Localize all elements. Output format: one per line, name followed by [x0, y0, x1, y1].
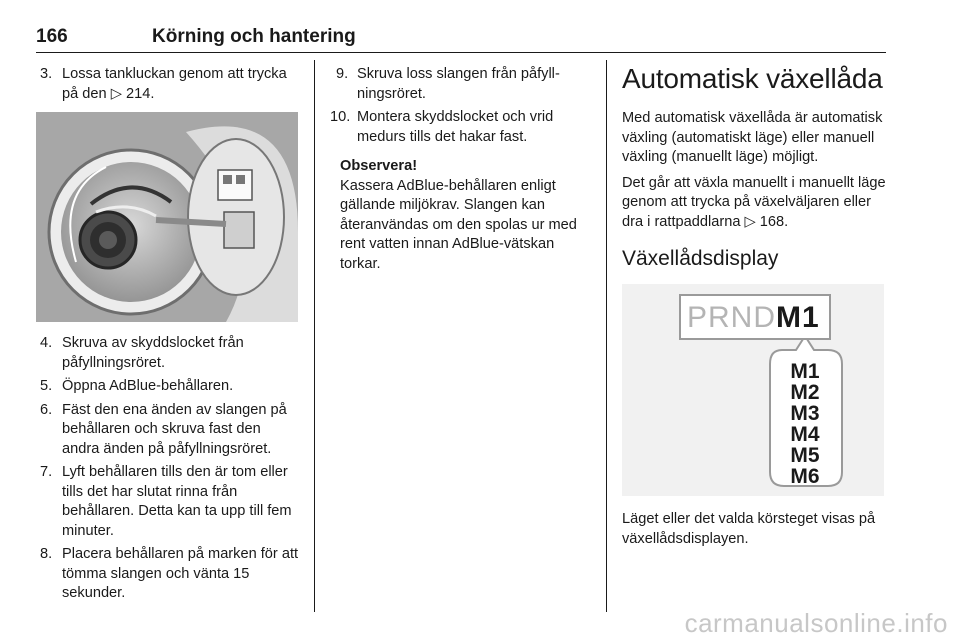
step-text: Lyft behållaren tills den är tom eller tills det har slutat rinna från behållaren. Detta kan ta upp till fem minuter.	[62, 464, 292, 539]
step-4	[40, 334, 302, 373]
step-text: Skruva loss slangen från påfyllningsröret.	[357, 66, 560, 102]
step-text: Montera skyddslocket och vrid medurs tills det hakar fast.	[357, 109, 554, 145]
section-heading: Automatisk växellåda	[622, 63, 883, 94]
step-text: Öppna AdBlue-behållaren.	[62, 378, 234, 394]
step-10	[330, 108, 594, 147]
page-number: 166	[36, 26, 68, 47]
gear-display	[679, 294, 831, 340]
step-text: Fäst den ena änden av slangen på behållaren och skruva fast den andra änden på påfyllningsröret.	[62, 401, 287, 457]
step-list	[40, 334, 302, 604]
column-right	[622, 65, 888, 555]
step-text: Placera behållaren på marken för att tömma slangen och vänta 15 sekunder.	[62, 546, 299, 601]
chapter-title: Körning och hantering	[152, 26, 356, 47]
step-9	[330, 65, 594, 104]
step-number: 4.	[40, 335, 53, 351]
step-number: 3.	[40, 66, 53, 82]
gear-display-figure	[622, 284, 884, 496]
column-divider	[314, 60, 315, 612]
step-number: 5.	[40, 378, 53, 394]
step-number: 8.	[40, 546, 53, 562]
step-6	[40, 401, 302, 460]
gear-item: M6	[790, 465, 820, 488]
step-text: Lossa tankluckan genom att trycka på den ▷ 214.	[62, 66, 287, 102]
gear-item: M1	[790, 360, 820, 383]
step-number: 9.	[336, 66, 349, 82]
fuel-filler-illustration	[36, 112, 298, 322]
watermark: carmanualsonline.info	[684, 608, 948, 638]
manual-gear-list	[777, 361, 833, 487]
step-number: 6.	[40, 401, 53, 418]
step-text: Skruva av skyddslocket från påfyllningsröret.	[62, 335, 244, 371]
column-divider	[606, 60, 607, 612]
step-3	[40, 65, 302, 104]
gear-item: M4	[790, 423, 820, 446]
column-middle	[330, 65, 594, 274]
gear-item: M5	[790, 444, 820, 467]
step-5	[40, 377, 302, 397]
subsection-heading: Växellådsdisplay	[622, 247, 779, 270]
step-8	[40, 545, 302, 604]
step-number: 7.	[40, 464, 53, 480]
gear-display-active: M1	[776, 301, 820, 334]
gear-display-modes: PRND	[687, 301, 777, 334]
gear-item: M3	[790, 402, 820, 425]
column-left	[40, 65, 302, 608]
figure-caption: Läget eller det valda körsteget visas på växellådsdisplayen.	[622, 511, 876, 547]
fuel-filler-photo	[36, 112, 298, 322]
gear-display-text	[687, 303, 820, 333]
paragraph: Med automatisk växellåda är automatisk växling (automatiskt läge) eller manuell växling (manuellt läge) möjligt.	[622, 110, 883, 165]
note-title: Observera!	[340, 158, 418, 174]
page-header	[36, 22, 886, 53]
note-box	[330, 157, 594, 274]
step-7	[40, 463, 302, 541]
gear-item: M2	[790, 381, 820, 404]
step-number: 10.	[330, 109, 351, 125]
note-text: Kassera AdBlue-behållaren enligt gällande miljökrav. Slangen kan återanvändas om den spolas ur med rent vatten innan AdBlue-vätskan torkar.	[340, 177, 577, 272]
paragraph: Det går att växla manuellt i manuellt läge genom att trycka på växelväljaren eller dra i rattpaddlarna ▷ 168.	[622, 174, 886, 230]
